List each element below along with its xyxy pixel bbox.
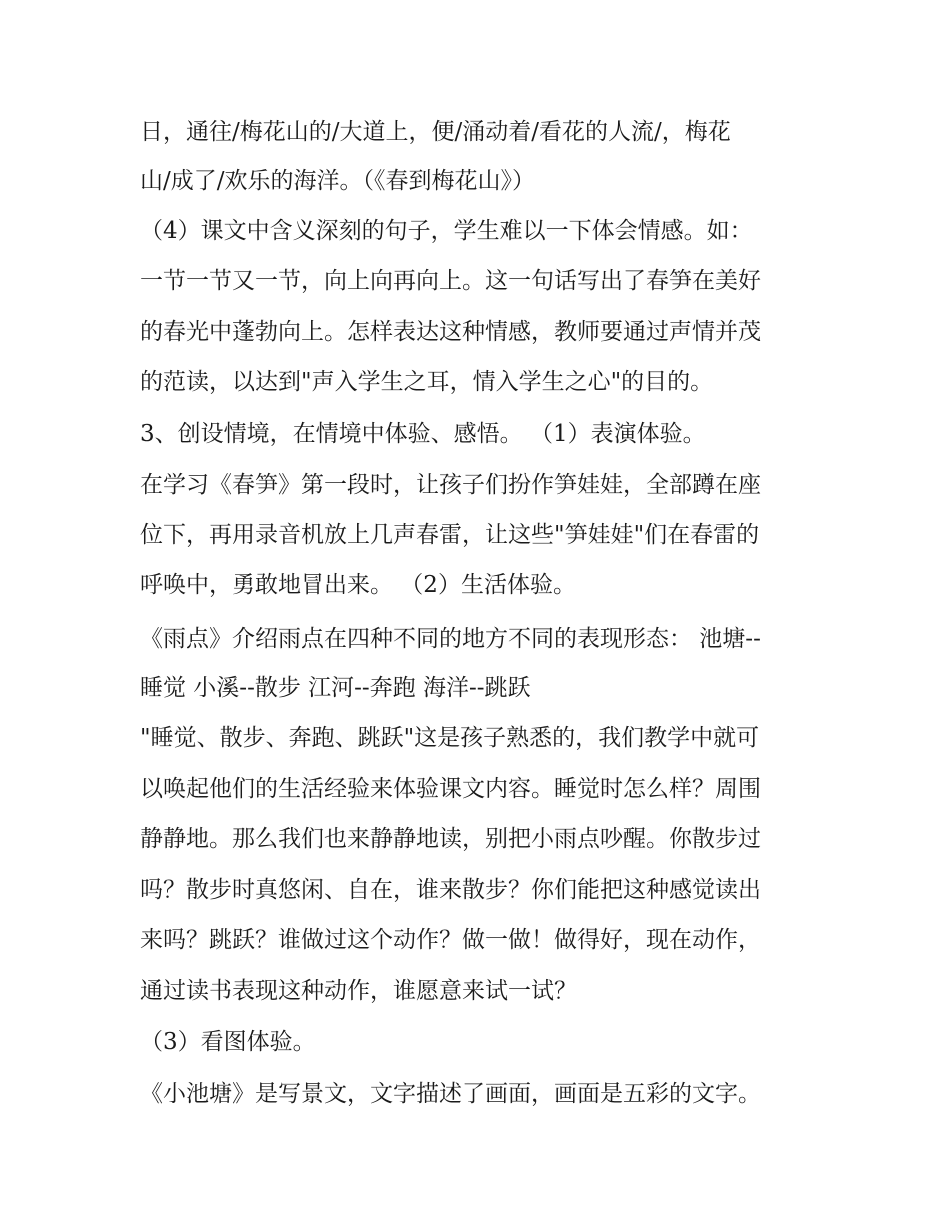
text-line: 《雨点》介绍雨点在四种不同的地方不同的表现形态： 池塘-- xyxy=(140,626,761,652)
text-line: （4）课文中含义深刻的句子，学生难以一下体会情感。如： xyxy=(140,218,753,244)
text-line: 在学习《春笋》第一段时，让孩子们扮作笋娃娃，全部蹲在座 xyxy=(140,472,761,498)
text-line: 吗？散步时真悠闲、自在，谁来散步？你们能把这种感觉读出 xyxy=(140,877,761,903)
text-line: 来吗？跳跃？谁做过这个动作？做一做！做得好，现在动作， xyxy=(140,927,761,953)
text-line: 的春光中蓬勃向上。怎样表达这种情感，教师要通过声情并茂 xyxy=(140,319,761,345)
text-line: 的范读，以达到"声入学生之耳，情入学生之心"的目的。 xyxy=(140,369,714,395)
text-line: 山/成了/欢乐的海洋。（《春到梅花山》） xyxy=(140,168,535,194)
text-line: 通过读书表现这种动作，谁愿意来试一试？ xyxy=(140,978,577,1004)
text-line: 位下，再用录音机放上几声春雷，让这些"笋娃娃"们在春雷的 xyxy=(140,522,760,548)
section-heading: 3、创设情境，在情境中体验、感悟。 （1）表演体验。 xyxy=(140,421,706,447)
text-line: 《小池塘》是写景文，文字描述了画面，画面是五彩的文字。 xyxy=(140,1081,761,1107)
text-line: 呼唤中，勇敢地冒出来。 （2）生活体验。 xyxy=(140,572,576,598)
text-line: 睡觉 小溪--散步 江河--奔跑 海洋--跳跃 xyxy=(140,675,531,701)
text-line: "睡觉、散步、奔跑、跳跃"这是孩子熟悉的，我们教学中就可 xyxy=(140,725,760,751)
text-line: 以唤起他们的生活经验来体验课文内容。睡觉时怎么样？周围 xyxy=(140,776,761,802)
text-line: 一节一节又一节，向上向再向上。这一句话写出了春笋在美好 xyxy=(140,268,761,294)
text-line: （3）看图体验。 xyxy=(140,1029,316,1055)
text-line: 静静地。那么我们也来静静地读，别把小雨点吵醒。你散步过 xyxy=(140,826,761,852)
text-line: 日，通往/梅花山的/大道上，便/涌动着/看花的人流/，梅花 xyxy=(140,119,731,145)
